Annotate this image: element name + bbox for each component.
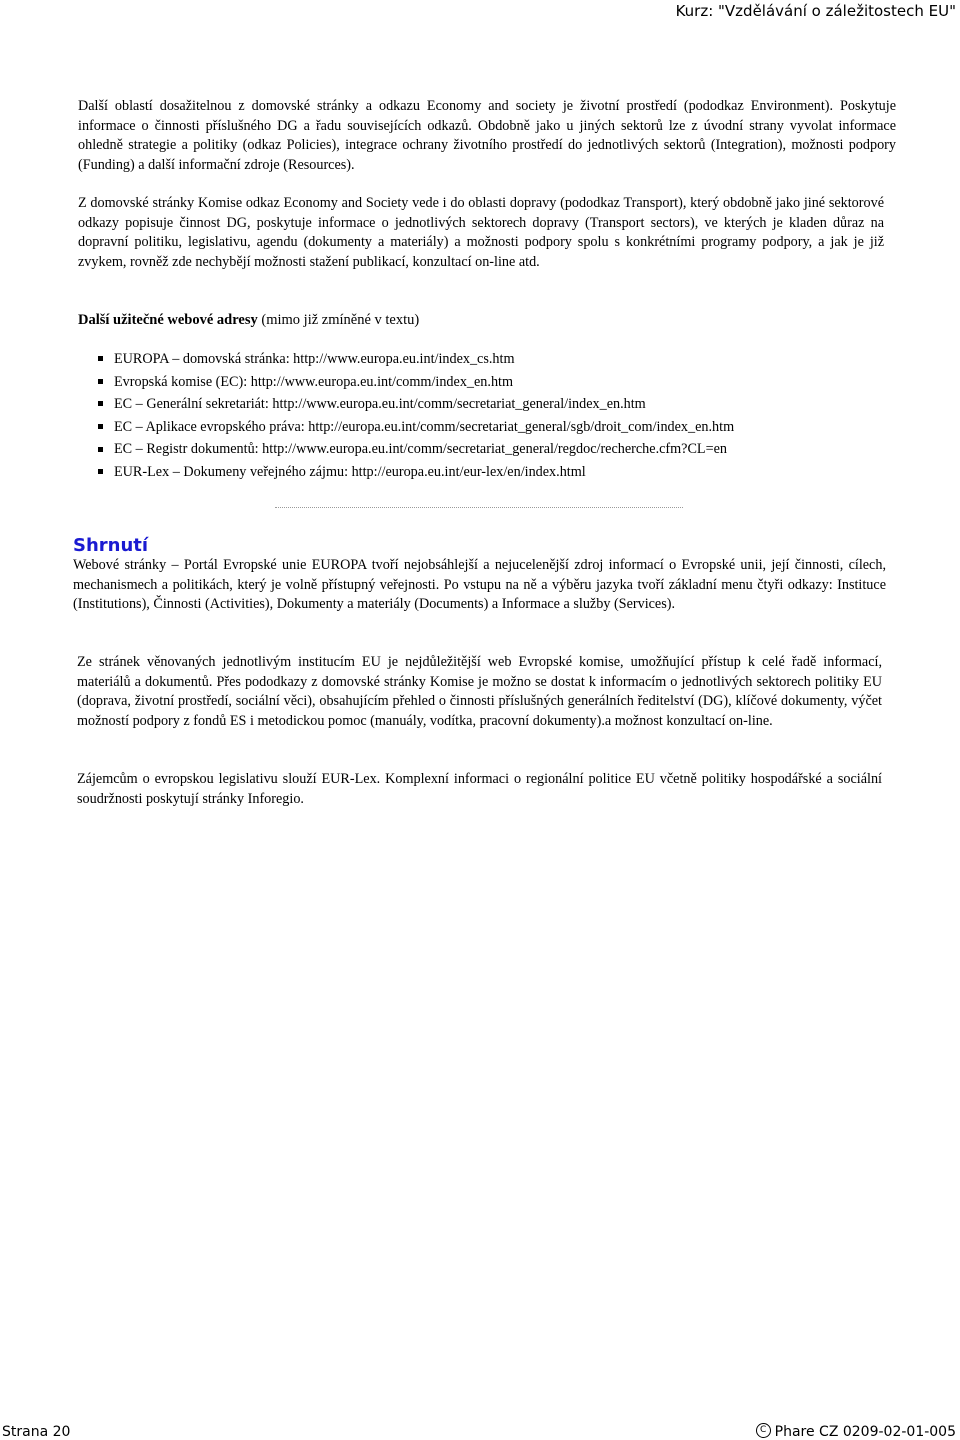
square-bullet-icon xyxy=(98,469,103,474)
paragraph-environment: Další oblastí dosažitelnou z domovské stránky a odkazu Economy and society je životní prostředí (pododkaz Environment). Poskytuje informace o činnosti příslušného DG a řadu souvisejících odkazů. Obdobně jako u jiných sektorů lze z úvodní strany vyvolat informace ohledně strategie a politiky (odkaz Policies), integrace ochrany životního prostředí do jednotlivých sektorů (Integration), možnosti podpory (Funding) a další informační zdroje (Resources). xyxy=(78,98,896,173)
square-bullet-icon xyxy=(98,447,103,452)
link-text[interactable]: EC – Generální sekretariát: http://www.europa.eu.int/comm/secretariat_general/index_en.htm xyxy=(114,396,646,413)
list-item[interactable] xyxy=(98,438,734,461)
link-text[interactable]: EUR-Lex – Dokumeny veřejného zájmu: http://europa.eu.int/eur-lex/en/index.html xyxy=(114,463,586,480)
link-text[interactable]: EC – Registr dokumentů: http://www.europa.eu.int/comm/secretariat_general/regdoc/recherche.cfm?CL=en xyxy=(114,441,727,458)
list-item[interactable] xyxy=(98,461,734,484)
list-item[interactable] xyxy=(98,348,734,371)
paragraph-transport: Z domovské stránky Komise odkaz Economy and Society vede i do oblasti dopravy (pododkaz Transport), který obdobně jako jiné sektorové odkazy popisuje činnost DG, poskytuje informace o jednotlivých sektorech dopravy (Transport sectors), ve kterých je kladen důraz na dopravní politiku, legislativu, agendu (dokumenty a materiály) a možnosti podpory spolu s konkrétními programy podpory, a jak je již zvykem, rovněž zde nechybějí možnosti stažení publikací, konzultací on-line atd. xyxy=(78,195,884,270)
summary-title: Shrnutí xyxy=(73,535,149,556)
section-divider xyxy=(275,507,683,508)
page-header: Kurz: "Vzdělávání o záležitostech EU" xyxy=(675,2,956,20)
copyright-text: Phare CZ 0209-02-01-005 xyxy=(774,1424,956,1440)
summary-paragraph-portal: Webové stránky – Portál Evropské unie EUROPA tvoří nejobsáhlejší a nejucelenější zdroj informací o Evropské unii, její činnosti, cílech, mechanismech a politikách, který je volně přístupný veřejnosti. Po vstupu na ně a výběru jazyka tvoří základní menu čtyři odkazy: Instituce (Institutions), Činnosti (Activities), Dokumenty a materiály (Documents) a Informace a služby (Services). xyxy=(73,557,886,613)
links-heading-bold: Další užitečné webové adresy xyxy=(78,312,258,328)
copyright-icon: C xyxy=(756,1423,771,1438)
summary-paragraph-commission: Ze stránek věnovaných jednotlivým institucím EU je nejdůležitější web Evropské komise, umožňující přístup k celé řadě informací, materiálů a dokumentů. Přes pododkazy z domovské stránky Komise je možno se dostat k informacím o jednotlivých sektorech politiky EU (doprava, životní prostředí, sociální věci), obsahujícím přehled o činnosti příslušných generálních ředitelství (DG), klíčové dokumenty, výčet možností podpory z fondů ES i metodickou pomoc (manuály, vodítka, pracovní dokumenty).a možnost konzultací on-line. xyxy=(77,654,882,729)
link-text[interactable]: EUROPA – domovská stránka: http://www.europa.eu.int/index_cs.htm xyxy=(114,351,515,367)
links-heading xyxy=(78,312,419,329)
square-bullet-icon xyxy=(98,401,103,406)
links-heading-rest: (mimo již zmíněné v textu) xyxy=(257,312,420,328)
summary-paragraph-eurlex: Zájemcům o evropskou legislativu slouží EUR-Lex. Komplexní informaci o regionální politice EU včetně politiky hospodářské a sociální soudržnosti poskytují stránky Inforegio. xyxy=(77,771,882,807)
list-item[interactable] xyxy=(98,371,734,394)
list-item[interactable] xyxy=(98,393,734,416)
link-list xyxy=(98,348,734,484)
square-bullet-icon xyxy=(98,379,103,384)
link-text[interactable]: EC – Aplikace evropského práva: http://europa.eu.int/comm/secretariat_general/sgb/droit_com/index_en.htm xyxy=(114,418,735,435)
link-text[interactable]: Evropská komise (EC): http://www.europa.eu.int/comm/index_en.htm xyxy=(114,373,514,390)
footer-copyright xyxy=(756,1424,956,1440)
square-bullet-icon xyxy=(98,356,103,361)
list-item[interactable] xyxy=(98,416,734,439)
page-number: Strana 20 xyxy=(2,1424,71,1440)
square-bullet-icon xyxy=(98,424,103,429)
